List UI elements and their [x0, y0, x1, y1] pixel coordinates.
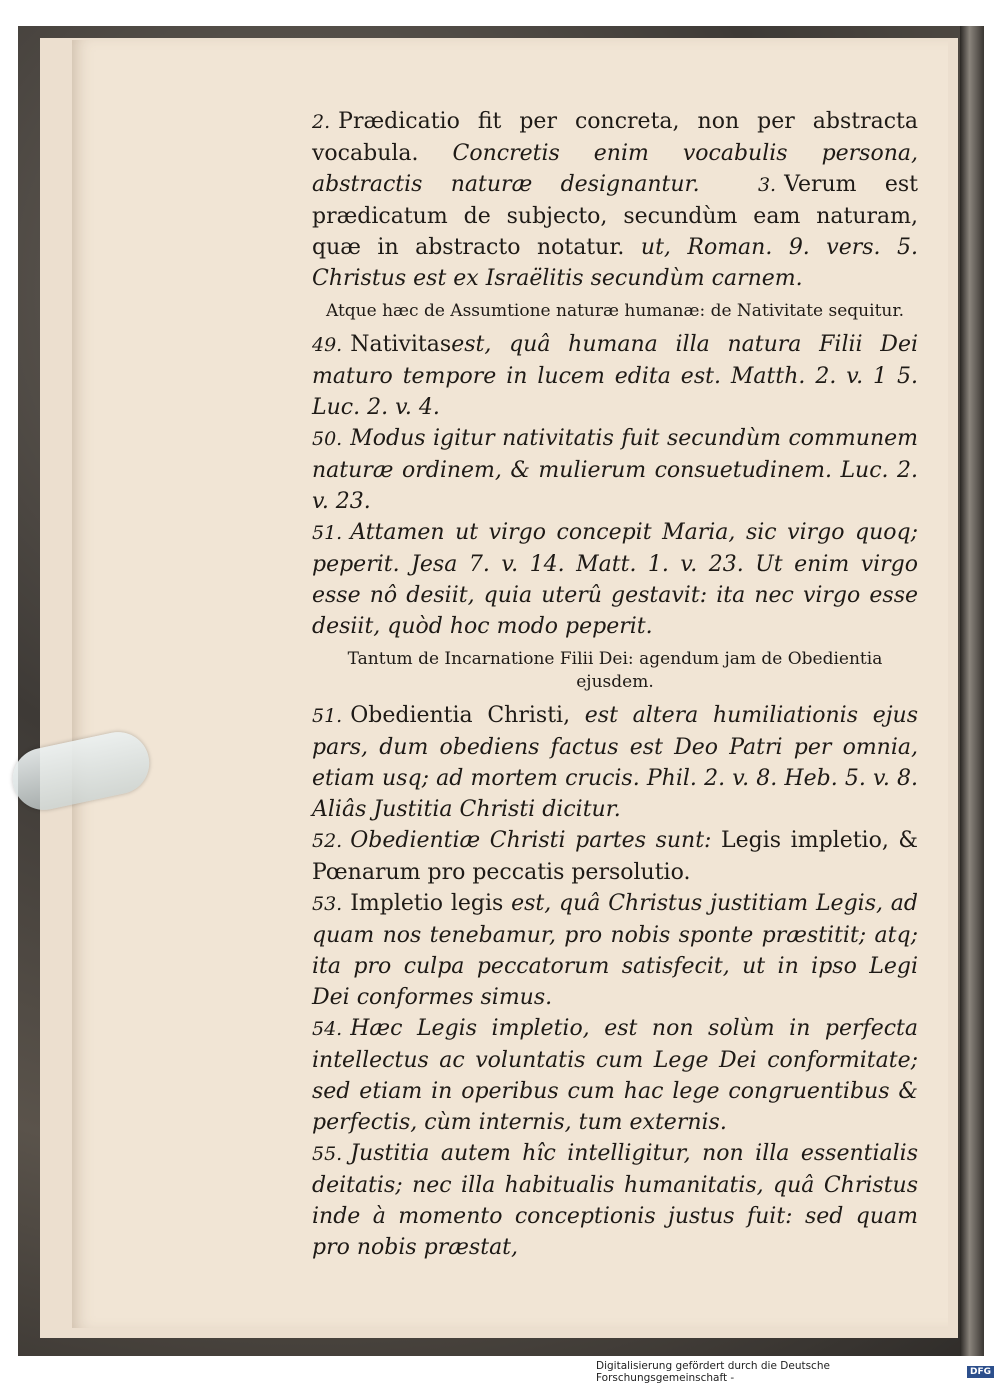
paragraph-number: 50. — [312, 428, 343, 450]
book-spine — [960, 26, 984, 1356]
section-heading: Atque hæc de Assumtione naturæ humanæ: de Nativitate sequitur. — [325, 301, 905, 321]
paragraph-number: 3. — [757, 174, 777, 196]
section-heading: Tantum de Incarnatione Filii Dei: agendum jam de Obedientia ejusdem. — [347, 649, 883, 692]
paragraph-49 — [312, 329, 918, 423]
paragraph-number: 51. — [312, 522, 343, 544]
paragraph-italic-text: Attamen ut virgo concepit Maria, sic virgo quoq; peperit. Jesa 7. v. 14. Matt. 1. v. 23. Ut enim virgo esse nô desiit, quia uterû gestavit: ita nec virgo esse desiit, quòd hoc modo peperit. — [312, 520, 918, 639]
paragraph-number: 51. — [312, 705, 343, 727]
paragraph-italic-text: est altera humiliationis ejus pars, dum obediens factus est Deo Patri per omnia, etiam usq; ad mortem crucis. Phil. 2. v. 8. Heb. 5. v. 8. Aliâs Justitia Christi dicitur. — [312, 703, 918, 822]
paragraph-number: 53. — [312, 893, 343, 915]
paragraph-54 — [312, 1013, 918, 1138]
paragraph-roman-text: Obedientia Christi, — [350, 703, 571, 728]
paragraph-italic-text: Hæc Legis impletio, est non solùm in perfecta intellectus ac voluntatis cum Lege Dei conformitate; sed etiam in operibus cum hac lege congruentibus & perfectis, cùm internis, tum externis. — [312, 1016, 918, 1135]
paragraph-55 — [312, 1138, 918, 1263]
paragraph-number: 2. — [312, 111, 331, 133]
paragraph-roman-text: Legis impletio, & Pœnarum pro peccatis persolutio. — [312, 828, 918, 885]
paragraph-italic-text: Concretis enim vocabulis persona, abstractis naturæ designantur. — [312, 141, 918, 197]
paragraph-roman-text: Impletio legis — [350, 891, 504, 916]
paragraph-53 — [312, 888, 918, 1013]
paragraph-italic-text: ut, Roman. 9. vers. 5. Christus est ex Israëlitis secundùm carnem. — [312, 235, 918, 291]
paragraph-52 — [312, 825, 918, 888]
paragraph-50 — [312, 423, 918, 517]
paragraph-51a — [312, 517, 918, 642]
footer-text: Digitalisierung gefördert durch die Deutsche Forschungsgemeinschaft - — [596, 1360, 830, 1384]
paragraph-51b — [312, 700, 918, 825]
paragraph-italic-text: Justitia autem hîc intelligitur, non illa essentialis deitatis; nec illa habitualis humanitatis, quâ Christus inde à momento conceptionis justus fuit: sed quam pro nobis præstat, — [312, 1141, 918, 1260]
paragraph-number: 55. — [312, 1143, 343, 1165]
paragraph-italic-text: Obedientiæ Christi partes sunt: — [350, 828, 712, 853]
paragraph-italic-text: est, quâ Christus justitiam Legis, ad quam nos tenebamur, pro nobis sponte præstitit; atq; ita pro culpa peccatorum satisfecit, ut in ipso Legi Dei conformes simus. — [312, 891, 918, 1010]
paragraph-2 — [312, 106, 918, 294]
paragraph-number: 49. — [312, 334, 343, 356]
digitization-footer — [596, 1362, 1000, 1382]
paragraph-roman-text: Prædicatio fit per concreta, non per abstracta vocabula. — [312, 109, 918, 166]
paragraph-italic-text: Modus igitur nativitatis fuit secundùm communem naturæ ordinem, & mulierum consuetudinem. Luc. 2. v. 23. — [312, 426, 918, 514]
page-text — [312, 106, 918, 1263]
paragraph-roman-text: Nativitas — [350, 332, 452, 357]
paragraph-number: 52. — [312, 830, 343, 852]
paragraph-italic-text: est, quâ humana illa natura Filii Dei maturo tempore in lucem edita est. Matth. 2. v. 1 5. Luc. 2. v. 4. — [312, 332, 918, 420]
dfg-logo: DFG — [967, 1366, 994, 1378]
paragraph-number: 54. — [312, 1018, 343, 1040]
paragraph-roman-text: Verum est prædicatum de subjecto, secundùm eam naturam, quæ in abstracto notatur. — [312, 172, 919, 260]
